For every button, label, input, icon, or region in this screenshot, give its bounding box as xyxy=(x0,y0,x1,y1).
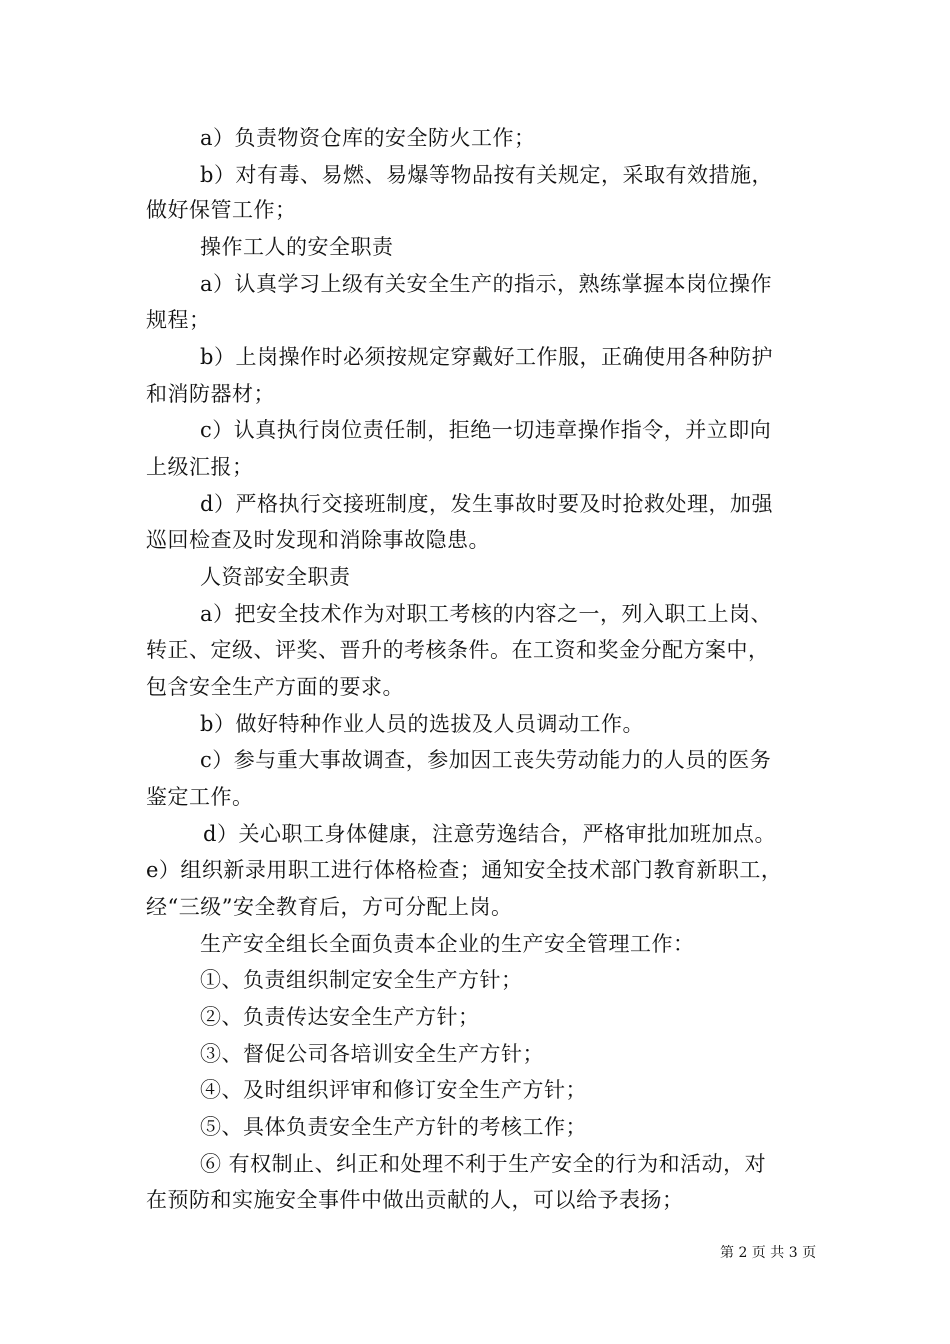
list-item-6: ⑥ 有权制止、纠正和处理不利于生产安全的行为和活动，对 xyxy=(200,1152,767,1176)
text-line-11: d）严格执行交接班制度，发生事故时要及时抢救处理，加强 xyxy=(200,492,773,516)
text-line-3: 做好保管工作； xyxy=(146,198,297,222)
text-line-15: 转正、定级、评奖、晋升的考核条件。在工资和奖金分配方案中， xyxy=(146,638,770,662)
list-item-3: ③、督促公司各培训安全生产方针； xyxy=(200,1042,544,1066)
section-heading-safety-lead: 生产安全组长全面负责本企业的生产安全管理工作： xyxy=(200,932,695,956)
section-heading-hr: 人资部安全职责 xyxy=(200,565,351,589)
text-line-12: 巡回检查及时发现和消除事故隐患。 xyxy=(146,528,490,552)
text-line-19: 鉴定工作。 xyxy=(146,785,254,809)
text-line-14: a）把安全技术作为对职工考核的内容之一，列入职工上岗、 xyxy=(200,602,773,626)
text-line-17: b）做好特种作业人员的选拔及人员调动工作。 xyxy=(200,712,644,736)
list-item-1: ①、负责组织制定安全生产方针； xyxy=(200,968,523,992)
text-line-30: 在预防和实施安全事件中做出贡献的人，可以给予表扬； xyxy=(146,1188,684,1212)
text-line-16: 包含安全生产方面的要求。 xyxy=(146,675,404,699)
section-heading-operator: 操作工人的安全职责 xyxy=(200,235,394,259)
text-line-9: c）认真执行岗位责任制，拒绝一切违章操作指令，并立即向 xyxy=(200,418,772,442)
text-line-18: c）参与重大事故调查，参加因工丧失劳动能力的人员的医务 xyxy=(200,748,772,772)
text-line-22: 经“三级”安全教育后，方可分配上岗。 xyxy=(146,895,513,919)
list-item-2: ②、负责传达安全生产方针； xyxy=(200,1005,480,1029)
text-line-21: e）组织新录用职工进行体格检查；通知安全技术部门教育新职工， xyxy=(146,858,783,882)
text-line-2: b）对有毒、易燃、易爆等物品按有关规定，采取有效措施， xyxy=(200,163,773,187)
text-line-10: 上级汇报； xyxy=(146,455,254,479)
text-line-1: a）负责物资仓库的安全防火工作； xyxy=(200,126,536,150)
text-line-20: d）关心职工身体健康，注意劳逸结合，严格审批加班加点。 xyxy=(203,822,776,846)
list-item-4: ④、及时组织评审和修订安全生产方针； xyxy=(200,1078,587,1102)
text-line-8: 和消防器材； xyxy=(146,382,275,406)
text-line-5: a）认真学习上级有关安全生产的指示，熟练掌握本岗位操作 xyxy=(200,272,773,296)
text-line-6: 规程； xyxy=(146,308,211,332)
page-number-footer: 第 2 页 共 3 页 xyxy=(720,1245,817,1261)
text-line-7: b）上岗操作时必须按规定穿戴好工作服，正确使用各种防护 xyxy=(200,345,773,369)
list-item-5: ⑤、具体负责安全生产方针的考核工作； xyxy=(200,1115,587,1139)
